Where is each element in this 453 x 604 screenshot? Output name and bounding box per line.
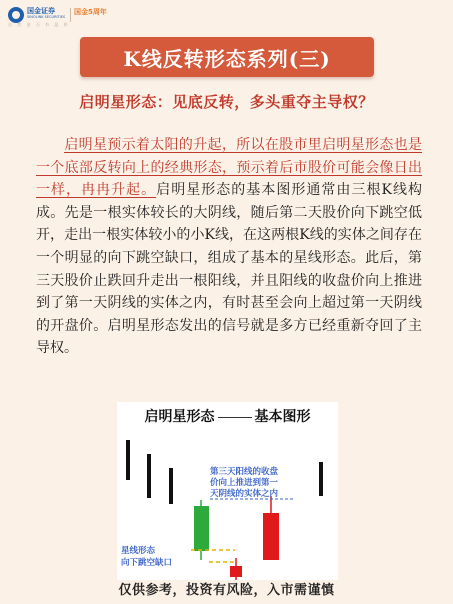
article-paragraph [36,134,422,360]
highlighted-sentence: 启明星预示着太阳的升起，所以在股市里启明星形态也是一个底部反转向上的经典形态，预示着后市股价可能会像日出一样，冉冉升起。 [36,137,422,199]
bg-candle-1 [126,440,130,480]
anniversary-badge: 国金5周年 [74,8,107,16]
logo-circle-icon [8,7,24,23]
candle-day1-bearish [263,496,279,560]
bg-candle-4 [319,462,323,496]
annotation-top-line-3: 天阴线的实体之内 [210,489,279,499]
paragraph-body: 启明星形态的基本图形通常由三根K线构成。先是一根实体较长的大阴线，随后第二天股价向下跳空低开，走出一根实体较小的小K线，在这两根K线的实体之间存在一个明显的向下跳空缺口，组成了基本的星线形态。此后，第三天股价止跌回升走出一根阳线，并且阳线的收盘价向上推进到了第一天阴线的实体之内，有时甚至会向上超过第一天阴线的开盘价。启明星形态发出的信号就是多方已经重新夺回了主导权。 [36,182,422,357]
annotation-close-into-body [210,466,295,499]
bg-candle-3 [169,468,173,504]
logo-name: 国金证券 [27,7,55,15]
risk-disclaimer: 仅供参考，投资有风险，入市需谨慎 [118,583,335,598]
title-banner [80,37,374,77]
annotation-top-line-2: 价向上推进到第一 [210,478,279,488]
candle-day3-bullish [194,500,209,560]
page-title: K线反转形态系列(三) [123,46,331,71]
candlestick-diagram [117,402,338,580]
bg-candle-2 [147,454,151,498]
title-dash [218,417,252,418]
annotation-bottom-line-2: 向下跳空缺口 [121,558,173,568]
logo-slogan: 自 然 金 石 有 温 和 [8,22,70,27]
figure-title-right: 基本图形 [254,409,311,425]
annotation-bottom-line-1: 星线形态 [121,546,156,556]
logo-english-name: SINOLINK SECURITIES [27,15,66,19]
annotation-gap [121,545,172,568]
figure-title [117,406,338,426]
logo-divider [70,8,71,22]
subtitle: 启明星形态：见底反转，多头重夺主导权？ [79,93,374,111]
figure-title-left: 启明星形态 [144,409,215,425]
morning-star-figure [117,402,338,580]
annotation-top-line-1: 第三天阳线的收盘 [210,467,279,477]
